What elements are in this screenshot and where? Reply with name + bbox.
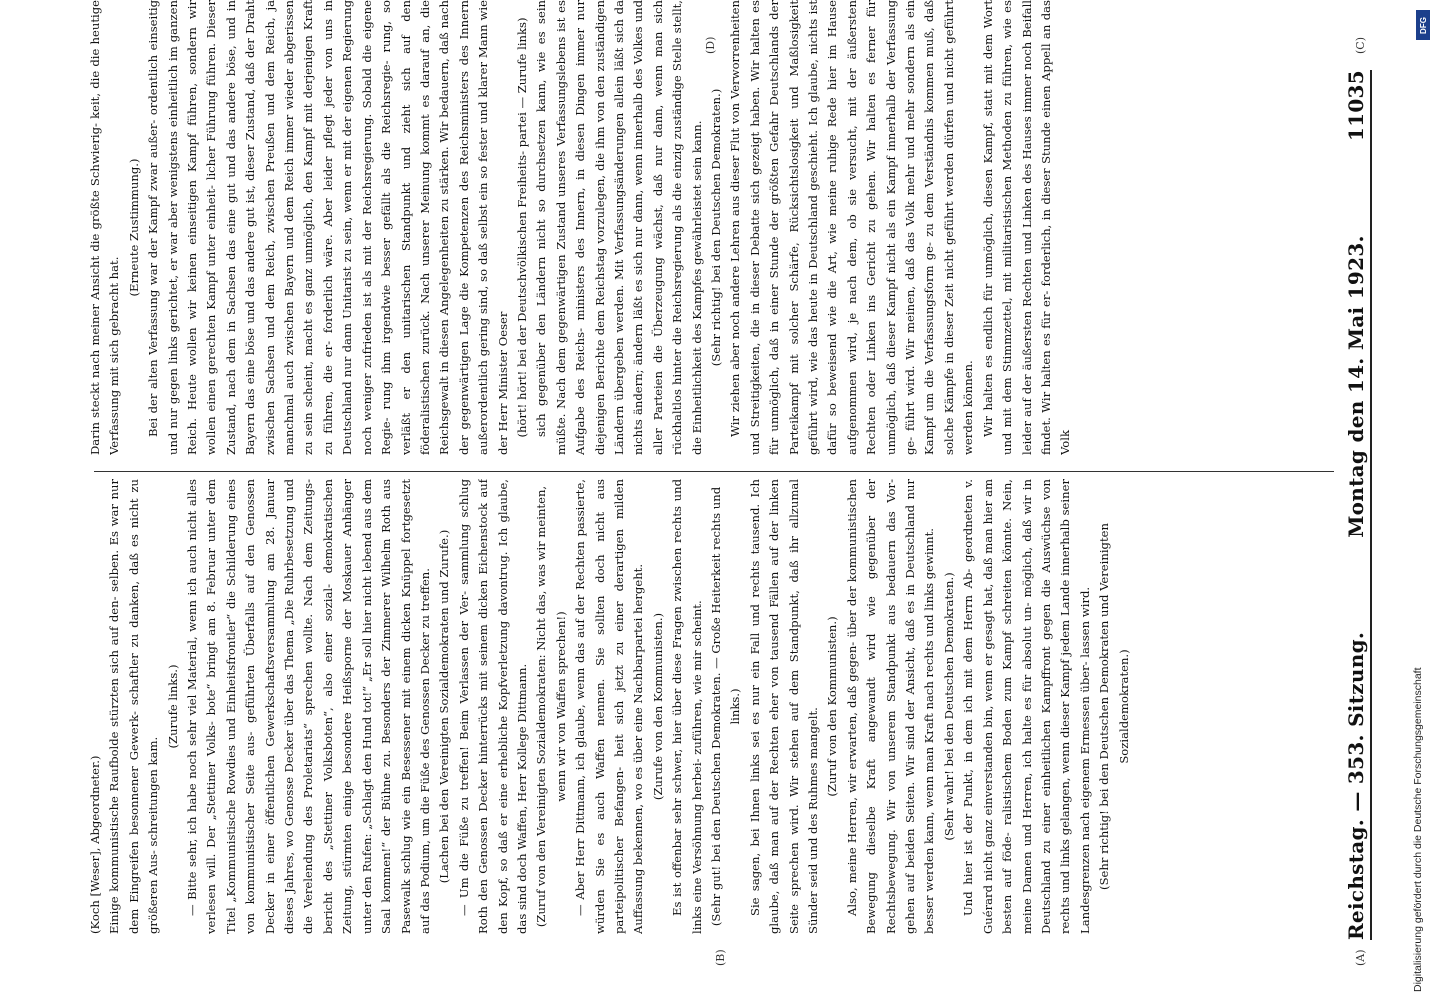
header-rule [1370, 70, 1372, 940]
column-divider [94, 471, 1334, 472]
running-head [1344, 70, 1368, 940]
paragraph: Wir halten es endlich für unmöglich, diesen Kampf, statt mit dem Wort und mit dem Stimmzettel, mit militaristischen Methoden zu führen, wie es leider auf der äußersten Rechten und Linken des Hauses immer noch Beifall findet. Wir halten es für er- forderlich, in dieser Stunde einen Appell an das Volk [980, 0, 1073, 455]
rotated-page [14, 0, 1414, 1000]
right-text-column [86, 0, 1341, 455]
paragraph: Wir ziehen aber noch andere Lehren aus dieser Flut von Verworrenheiten und Streitigkeiten, die in dieser Debatte sich gezeigt haben. Wir halten es für unmöglich, daß in einer Stunde der größten Gefahr Deutschlands der Parteikampf mit solcher Schärfe, Rücksichtslosigkeit und Maßlosigkeit geführt wird, wie das heute in Deutschland geschieht. Ich glaube, nichts ist dafür so beweisend wie die Art, wie meine ruhige Rede hier im Hause aufgenommen wird, je nach dem, ob sie versucht, mit der äußersten Rechten oder Linken ins Gericht zu gehen. Wir halten es ferner für unmöglich, daß dieser Kampf nicht als ein Kampf innerhalb der Verfassung ge- führt wird. Wir meinen, daß das Volk mehr und mehr sondern als ein Kampf um die Verfassungsform ge- zu dem Verständnis kommen muß, daß solche Kämpfe in dieser Zeit nicht geführt werden dürfen und nicht geführt werden können. [728, 0, 976, 455]
credit-text: Digitalisierung gefördert durch die Deutsche Forschungsgemeinschaft [1412, 667, 1424, 992]
margin-mark-d: (D) [704, 36, 717, 54]
interjection: (Erneute Zustimmung.) [126, 158, 141, 297]
header-left: Reichstag. — 353. Sitzung. [1344, 631, 1368, 940]
interjection: (Sehr richtig! bei den Deutschen Demokraten.) [709, 88, 723, 367]
margin-mark-b: (B) [714, 949, 727, 966]
paragraph: Einige kommunistische Raufbolde stürzten sich auf den- selben. Es war nur dem Eingreifen besonnener Gewerk- schaftler zu danken, daß es nicht zu größeren Aus- schreitungen kam. [107, 479, 161, 934]
paragraph: Sie sagen, bei Ihnen links sei es nur ein Fall und rechts tausend. Ich glaube, daß man auf der Rechten eher von tausend Fällen auf der linken Seite sprechen wird. Wir stehen auf dem Standpunkt, daß ihr allzumal Sünder seid und des Ruhmes mangelt. [747, 479, 821, 934]
paragraph: — Bitte sehr, ich habe noch sehr viel Material, wenn ich auch nicht alles verlesen will. Der „Stettiner Volks- bote“ bringt am 8. Februar unter dem Titel „Kommunistische Rowdies und Einheitsfrontler“ die Schilderung eines von kommunistischer Seite aus- geführten Überfalls auf den Genossen Decker in einer öffentlichen Gewerkschaftsversammlung am 28. Januar dieses Jahres, wo Genosse Decker über das Thema „Die Ruhrbesetzung und die Verelendung des Proletariats“ sprechen wollte. Nach dem Zeitungs- bericht des „Stettiner Volksboten“, also einer sozial- demokratischen Zeitung, stürmten einige besondere Heißsporne der Moskauer Anhänger unter den Rufen: „Schlagt den Hund tot!“ „Er soll hier nicht lebend aus dem Saal kommen!“ der Bühne zu. Besonders der Zimmerer Wilhelm Roth aus Pasewalk schlug wie ein Besessener mit einem dicken Knüppel fortgesetzt auf das Podium, um die Füße des Genossen Decker zu treffen. [185, 479, 432, 934]
interjection: (Zurufe von den Kommunisten.) [650, 612, 665, 801]
paragraph: Und hier ist der Punkt, in dem ich mit dem Herrn Ab- geordneten v. Guérard nicht ganz einverstanden bin, wenn er gesagt hat, daß man hier am besten auf föde- ralistischem Boden zum Kampf schreiten könnte. Nein, meine Damen und Herren, ich halte es für absolut un- möglich, daß wir in Deutschland zu einer einheitlichen Kampffront gegen die Auswüchse von rechts und links gelangen, wenn dieser Kampf jedem Lande innerhalb seiner Landesgrenzen nach eigenem Ermessen über- lassen wird. [961, 479, 1092, 934]
margin-mark-a: (A) [1354, 949, 1367, 966]
paragraph: sich gegenüber den Ländern nicht so durchsetzen kann, wie es sein müßte. Nach dem gegenwärtigen Zustand unseres Verfassungslebens ist es Aufgabe des Reichs- ministers des Innern, in diesen Dingen immer nur diejenigen Berichte dem Reichstag vorzulegen, die ihm von den zuständigen Ländern übergeben werden. Mit Verfassungsänderungen allein läßt sich da nichts ändern; ändern läßt es sich nur dann, wenn innerhalb des Volkes und aller Parteien die Überzeugung wächst, daß nur dann, wenn man sich rückhaltlos hinter die Reichsregierung als die einzig zuständige Stelle stellt, die Einheitlichkeit des Kampfes gewährleistet sein kann. [534, 0, 704, 455]
interjection: (hört! hört! bei der Deutschvölkischen Freiheits- partei — Zurufe links) [514, 17, 529, 438]
interjection: (Sehr gut! bei den Deutschen Demokraten. — Große Heiterkeit rechts und links.) [709, 486, 743, 927]
margin-mark-c: (C) [1354, 37, 1367, 54]
interjection: (Sehr richtig! bei den Deutschen Demokraten und Vereinigten Sozialdemokraten.) [1097, 523, 1131, 890]
left-text-column [86, 479, 1341, 934]
digitization-credit [1406, 0, 1434, 1000]
interjection: (Zuruf von den Kommunisten.) [825, 616, 840, 797]
paragraph: — Um die Füße zu treffen! Beim Verlassen der Ver- sammlung schlug Roth den Genossen Decker hinterrücks mit seinem dicken Eichenstock auf den Kopf, so daß er eine erhebliche Kopfverletzung davontrug. Ich glaube, das sind doch Waffen, Herr Kollege Dittmann. [456, 479, 529, 934]
page-number: 11035 [1344, 70, 1368, 142]
interjection: (Sehr wahr! bei den Deutschen Demokraten.) [941, 572, 956, 841]
paragraph: Also, meine Herren, wir erwarten, daß gegen- über der kommunistischen Bewegung dieselbe Kraft angewandt wird wie gegenüber der Rechtsbewegung. Wir von unserem Standpunkt aus bedauern das Vor- gehen auf beiden Seiten. Wir sind der Ansicht, daß es in Deutschland nur besser werden kann, wenn man Kraft nach rechts und links gewinnt. [844, 479, 937, 934]
dfg-logo-text: DFG [1418, 16, 1428, 34]
paragraph: Bei der alten Verfassung war der Kampf zwar außer- ordentlich einseitig und nur gegen links gerichtet, er war aber wenigstens einheitlich im ganzen Reich. Heute wollen wir keinen einseitigen Kampf führen, sondern wir wollen einen gerechten Kampf unter einheit- licher Führung führen. Dieser Zustand, nach dem in Sachsen das eine gut und das andere böse, und in Bayern das eine böse und das andere gut ist, dieser Zustand, daß der Draht zwischen Sachsen und dem Reich, zwischen Preußen und dem Reich, ja manchmal auch zwischen Bayern und dem Reich immer wieder abgerissen zu sein scheint, macht es ganz unmöglich, den Kampf mit derjenigen Kraft zu führen, die er- forderlich wäre. Aber leider pflegt jeder von uns in Deutschland nur dann Unitarist zu sein, wenn er mit der eigenen Regierung noch weniger zufrieden ist als mit der Reichsregierung. Sobald die eigene Regie- rung ihm irgendwie besser gefällt als die Reichsregie- rung, so verläßt er den unitarischen Standpunkt und zieht sich auf den föderalistischen zurück. Nach unserer Meinung kommt es darauf an, die Reichsgewalt in diesen Angelegenheiten zu stärken. Wir bedauern, daß nach der gegenwärtigen Lage die Kompetenzen des Reichsministers des Innern außerordentlich gering sind, so daß selbst ein so fester und klarer Mann wie der Herr Minister Oeser [146, 0, 510, 455]
header-date: Montag den 14. Mai 1923. [1344, 235, 1368, 538]
paragraph: — Aber Herr Dittmann, ich glaube, wenn das auf der Rechten passierte, würden Sie es auch Waffen nennen. Sie sollten doch nicht aus parteipolitischer Befangen- heit sich jetzt zu einer derartigen milden Auffassung bekennen, wo es über eine Nachbarpartei hergeht. [573, 479, 646, 934]
paragraph: Darin steckt nach meiner Ansicht die größte Schwierig- keit, die die heutige Verfassung mit sich gebracht hat. [88, 0, 122, 455]
interjection: (Lachen bei den Vereinigten Sozialdemokraten und Zurufe.) [437, 529, 452, 884]
interjection: (Zuruf von den Vereinigten Sozialdemokraten: Nicht das, was wir meinten, wenn wir von Waffen sprechen!) [534, 485, 568, 928]
paragraph: (Koch [Weser], Abgeordneter.) [88, 755, 102, 934]
interjection: (Zurufe links.) [165, 664, 180, 749]
paragraph: Es ist offenbar sehr schwer, hier über diese Fragen zwischen rechts und links eine Versöhnung herbei- zuführen, wie mir scheint. [670, 479, 704, 934]
dfg-logo [1416, 10, 1430, 40]
